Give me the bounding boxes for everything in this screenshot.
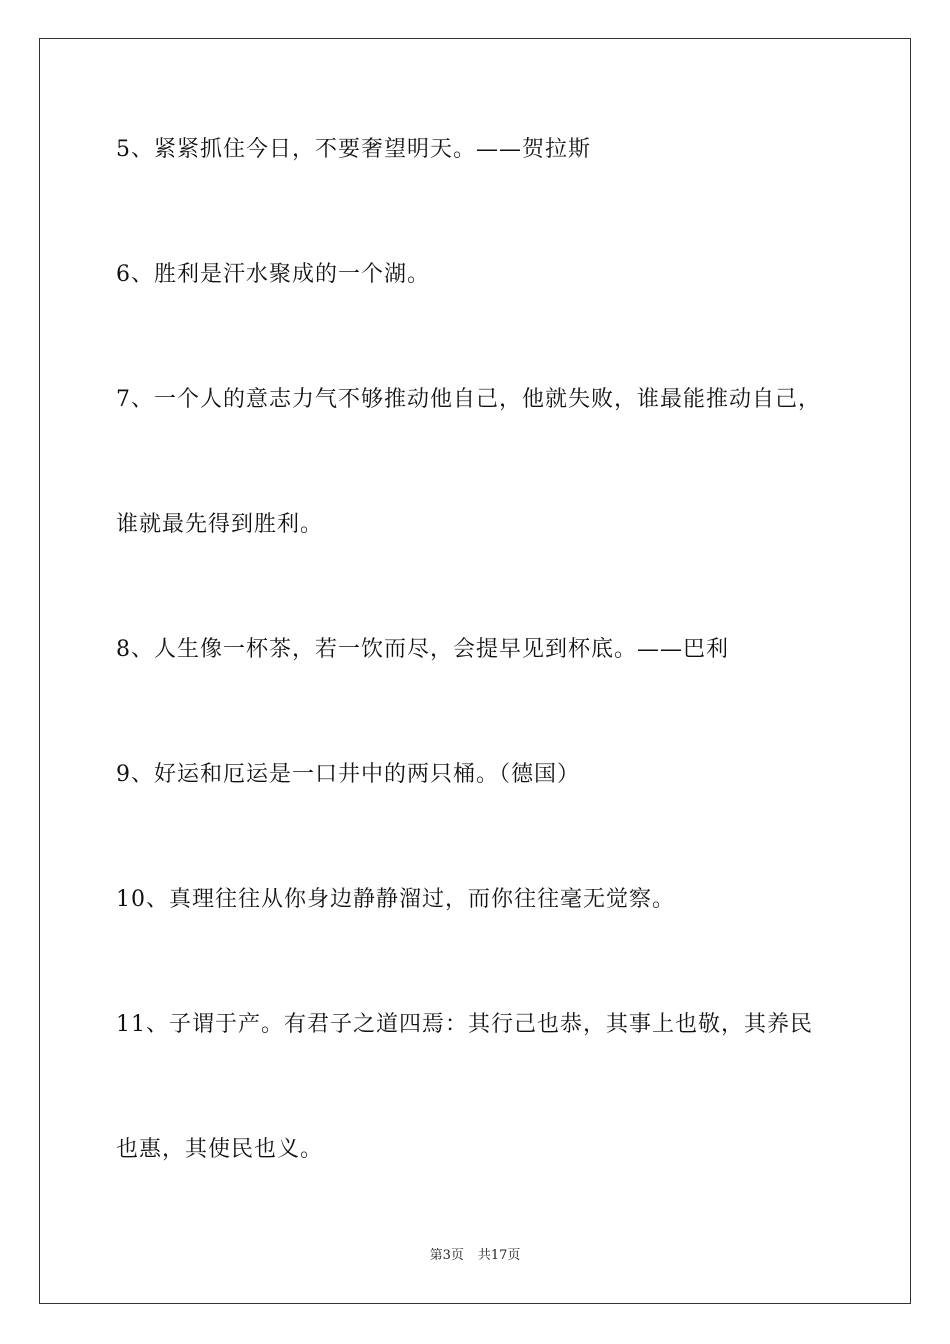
total-pages: 共17页 — [477, 1248, 521, 1263]
quote-line-4: 谁就最先得到胜利。 — [116, 512, 324, 537]
quote-line-6: 9、好运和厄运是一口井中的两只桶。（德国） — [116, 762, 580, 787]
page-number: 第3页 — [429, 1248, 464, 1263]
quote-line-9: 也惠，其使民也义。 — [116, 1137, 324, 1162]
quote-line-8: 11、子谓于产。有君子之道四焉：其行己也恭，其事上也敬，其养民 — [116, 1012, 813, 1037]
page-footer — [0, 1246, 950, 1266]
quote-line-1: 5、紧紧抓住今日，不要奢望明天。——贺拉斯 — [116, 137, 591, 162]
quote-line-7: 10、真理往往从你身边静静溜过，而你往往毫无觉察。 — [116, 887, 675, 912]
quote-line-5: 8、人生像一杯茶，若一饮而尽，会提早见到杯底。——巴利 — [116, 637, 729, 662]
quote-line-3: 7、一个人的意志力气不够推动他自己，他就失败，谁最能推动自己， — [116, 387, 821, 412]
page-border — [39, 38, 911, 1304]
quote-line-2: 6、胜利是汗水聚成的一个湖。 — [116, 262, 430, 287]
